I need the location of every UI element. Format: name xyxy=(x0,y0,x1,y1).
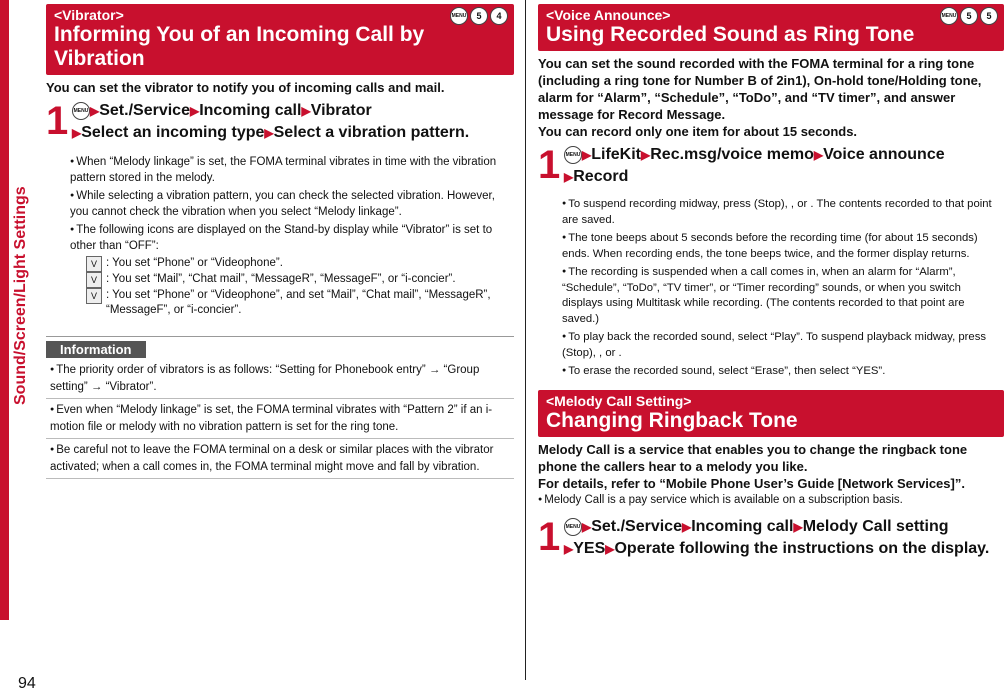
sidebar-bar xyxy=(0,0,9,620)
menu-key-icon: MENU xyxy=(940,7,958,25)
step-part: Select an incoming type xyxy=(81,124,265,141)
key-5-icon: 5 xyxy=(960,7,978,25)
step-part: Voice announce xyxy=(823,146,945,163)
section-title: Using Recorded Sound as Ring Tone xyxy=(546,23,915,46)
left-column xyxy=(46,4,514,479)
icon-desc-row xyxy=(86,272,514,288)
step-part: Select a vibration pattern. xyxy=(273,124,470,141)
step-part: Set./Service xyxy=(99,102,190,119)
sidebar-title: Sound/Screen/Light Settings xyxy=(12,186,29,405)
step-part: Rec.msg/voice memo xyxy=(650,146,814,163)
key-4-icon: 4 xyxy=(490,7,508,25)
intro-text: You can set the vibrator to notify you of incoming calls and mail. xyxy=(46,80,445,95)
step-1 xyxy=(46,100,514,144)
note-item: ● While selecting a vibration pattern, you can check the selected vibration. However, you cannot check the vibration when you select “Melody linkage”. xyxy=(70,188,514,220)
step-instructions xyxy=(562,516,989,560)
arrow-icon: ▶ xyxy=(264,126,274,140)
step-part: Incoming call xyxy=(199,102,302,119)
menu-button-icon: MENU xyxy=(564,146,582,164)
section-notes xyxy=(538,492,1004,509)
menu-key-icon: MENU xyxy=(450,7,468,25)
icon-desc-row xyxy=(86,256,514,272)
arrow-icon: ▶ xyxy=(641,148,651,162)
info-item: ● The priority order of vibrators is as follows: “Setting for Phonebook entry” → “Group setting” → “Vibrator”. xyxy=(46,359,514,399)
icon-desc: : You set “Phone” or “Videophone”, and set “Mail”, “Chat mail”, “MessageR”, “MessageF”, or “i-concier”. xyxy=(106,289,491,316)
info-item: ● Even when “Melody linkage” is set, the FOMA terminal vibrates with “Pattern 2” if an i-motion file or melody with no vibration pattern is set for the ring tone. xyxy=(46,399,514,439)
note-item: ● To erase the recorded sound, select “Erase”, then select “YES”. xyxy=(562,363,1004,380)
note-item: ● To suspend recording midway, press (Stop), , or . The contents recorded to that point are saved. xyxy=(562,196,1004,228)
intro-text: You can set the sound recorded with the FOMA terminal for a ring tone (including a ring tone for Number B of 2in1), On-hold tone/Holding tone, alarm for “Alarm”, “Schedule”, “ToDo”, and “TV timer”, and answer message for Record Message. xyxy=(538,56,982,122)
arrow-icon: ▶ xyxy=(605,542,615,556)
intro-text-2: You can record only one item for about 15 seconds. xyxy=(538,124,858,139)
step-part: Incoming call xyxy=(691,518,794,535)
info-item: ● Be careful not to leave the FOMA terminal on a desk or similar places with the vibrator activated; when a call comes in, the FOMA terminal might move and fall by vibration. xyxy=(46,439,514,479)
step-number: 1 xyxy=(46,99,69,143)
step-instructions xyxy=(562,144,945,188)
section-supertitle: <Melody Call Setting> xyxy=(546,392,692,409)
menu-button-icon: MENU xyxy=(564,518,582,536)
menu-button-icon: MENU xyxy=(72,102,90,120)
vibrate-both-icon: V xyxy=(86,288,102,304)
right-column xyxy=(538,4,1004,560)
step-instructions xyxy=(70,100,469,144)
icon-desc: : You set “Phone” or “Videophone”. xyxy=(106,257,283,269)
arrow-icon: ▶ xyxy=(681,520,692,534)
step-part: Set./Service xyxy=(591,518,682,535)
step-1 xyxy=(538,516,1004,560)
voice-announce-header xyxy=(538,4,1004,51)
key-5-icon: 5 xyxy=(470,7,488,25)
note-item: ● The following icons are displayed on the Stand-by display while “Vibrator” is set to other than “OFF”: xyxy=(70,222,514,254)
vibrate-mail-icon: V xyxy=(86,272,102,288)
intro-text: Melody Call is a service that enables you to change the ringback tone phone the callers hear to a melody you like. xyxy=(538,441,968,474)
step-notes xyxy=(70,154,514,254)
arrow-icon: ▶ xyxy=(813,148,824,162)
key-sequence xyxy=(940,7,998,25)
step-1 xyxy=(538,144,1004,188)
note-item: ● To play back the recorded sound, select “Play”. To suspend playback midway, press (Stop), , or . xyxy=(562,329,1004,361)
arrow-icon: ▶ xyxy=(189,104,200,118)
arrow-icon: ▶ xyxy=(564,170,574,184)
section-supertitle: <Vibrator> xyxy=(54,7,124,23)
arrow-icon: ▶ xyxy=(582,520,592,534)
arrow-icon: ▶ xyxy=(564,542,574,556)
section-title: Informing You of an Incoming Call by Vibration xyxy=(54,23,425,70)
step-part: Record xyxy=(573,168,629,185)
note-item: ● Melody Call is a pay service which is available on a subscription basis. xyxy=(538,492,1004,509)
key-sequence xyxy=(450,7,508,25)
page-number: 94 xyxy=(18,675,36,692)
melody-call-header xyxy=(538,390,1004,437)
step-number: 1 xyxy=(538,143,561,187)
intro-text-2: For details, refer to “Mobile Phone User’s Guide [Network Services]”. xyxy=(538,475,965,491)
section-title: Changing Ringback Tone xyxy=(546,408,798,432)
step-part: LifeKit xyxy=(591,146,642,163)
note-item: ● When “Melody linkage” is set, the FOMA terminal vibrates in time with the vibration pattern stored in the melody. xyxy=(70,154,514,186)
vibrate-call-icon: V xyxy=(86,256,102,272)
arrow-icon: ▶ xyxy=(90,104,100,118)
arrow-icon: ▶ xyxy=(72,126,82,140)
arrow-icon: ▶ xyxy=(582,148,592,162)
note-item: ● The tone beeps about 5 seconds before the recording time (for about 15 seconds) ends. When recording ends, the tone beeps twice, and the former display returns. xyxy=(562,230,1004,262)
step-part: Operate following the instructions on the display. xyxy=(614,540,990,557)
arrow-icon: ▶ xyxy=(793,520,803,534)
step-part: YES xyxy=(573,540,606,557)
key-5-icon: 5 xyxy=(980,7,998,25)
note-item: ● The recording is suspended when a call comes in, when an alarm for “Alarm”, “Schedule”, “ToDo”, “TV timer”, or “Timer recording” sounds, or when you switch displays using Multitask while recording. (The contents recorded to that point are saved.) xyxy=(562,264,1004,327)
information-box xyxy=(46,336,514,479)
column-divider xyxy=(525,0,526,680)
vibrator-header xyxy=(46,4,514,75)
step-notes xyxy=(562,196,1004,380)
icon-desc: : You set “Mail”, “Chat mail”, “MessageR”, “MessageF”, or “i-concier”. xyxy=(106,273,456,285)
information-label: Information xyxy=(46,341,146,358)
arrow-icon: ▶ xyxy=(301,104,311,118)
step-part: Melody Call setting xyxy=(802,518,949,535)
step-part: Vibrator xyxy=(310,102,372,119)
section-supertitle: <Voice Announce> xyxy=(546,7,671,23)
step-number: 1 xyxy=(538,515,561,559)
icon-desc-row xyxy=(86,288,514,318)
